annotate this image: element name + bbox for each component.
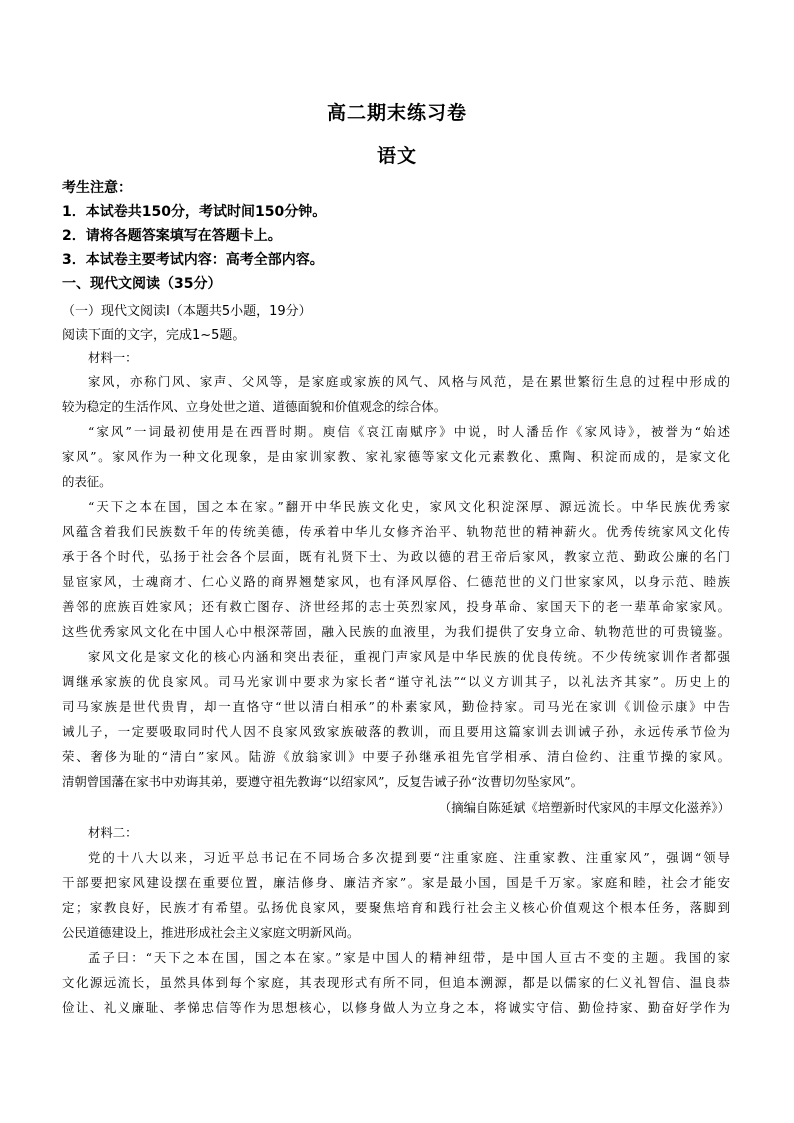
paragraph-line: 的表征。 [62, 474, 112, 489]
paragraph-line: 司马家族是世代贵胄，却一直恪守“世以清白相承”的朴素家风，勤俭持家。司马光在家训《训俭示康》中告 [62, 699, 730, 714]
paragraph-line: 较为稳定的生活作风、立身处世之道、道德面貌和价值观念的综合体。 [62, 399, 447, 414]
paragraph-line: 荣、奢侈为耻的“清白”家风。陆游《放翁家训》中要子孙继承祖先官学相承、清白俭约、注重节操的家风。 [62, 749, 730, 764]
notice-heading: 考生注意： [62, 180, 132, 196]
paragraph-line: 公民道德建设上，推进形成社会主义家庭文明新风尚。 [62, 925, 360, 940]
paragraph-line: 干部要把家风建设摆在重要位置，廉洁修身、廉洁齐家”。家是最小国，国是千万家。家庭和睦，社会才能安 [62, 875, 730, 890]
paragraph-line: 承于各个时代，弘扬于社会各个层面，既有礼贤下士、为政以德的君王帝后家风，教家立范、勤政公廉的名门 [62, 549, 730, 564]
notice-item: 3．本试卷主要考试内容：高考全部内容。 [62, 252, 324, 268]
paragraph-line: 文化源远流长，虽然具体到每个家庭，其表现形式有所不同，但追本溯源，都是以儒家的仁义礼智信、温良恭 [62, 975, 730, 990]
paragraph-line: 党的十八大以来，习近平总书记在不同场合多次提到要“注重家庭、注重家教、注重家风”，强调“领导 [88, 850, 730, 865]
paragraph-line: 调继承家族的优良家风。司马光家训中要求为家长者“谨守礼法”“以义方训其子，以礼法齐其家”。历史上的 [62, 674, 730, 689]
notice-item: 1．本试卷共150分，考试时间150分钟。 [62, 204, 327, 220]
paragraph-line: 善邻的庶族百姓家风；还有救亡图存、济世经邦的志士英烈家风，投身革命、家国天下的老一辈革命家家风。 [62, 599, 730, 614]
paragraph-line: 家风文化是家文化的核心内涵和突出表征，重视门声家风是中华民族的优良传统。不少传统家训作者都强 [88, 649, 730, 664]
section-heading: 一、现代文阅读（35分） [62, 276, 222, 292]
exam-title: 高二期末练习卷 [326, 102, 467, 124]
passage-body [62, 0, 730, 1123]
paragraph-line: 家风，亦称门风、家声、父风等，是家庭或家族的风气、风格与风范，是在累世繁衍生息的过程中形成的 [88, 374, 730, 389]
paragraph-line: 风蕴含着我们民族数千年的传统美德，传承着中华儿女修齐治平、轨物范世的精神薪火。优秀传统家风文化传 [62, 524, 730, 539]
exam-subject: 语文 [376, 145, 417, 167]
material-label: 材料二： [88, 825, 138, 840]
paragraph-line: 定；家教良好，民族才有希望。弘扬优良家风，要聚焦培育和践行社会主义核心价值观这个根本任务，落脚到 [62, 900, 730, 915]
subsection-heading: （一）现代文阅读Ⅰ（本题共5小题，19分） [62, 304, 312, 319]
paragraph-line: “家风”一词最初使用是在西晋时期。庾信《哀江南赋序》中说，时人潘岳作《家风诗》，被誉为“始述 [88, 424, 730, 439]
paragraph-line: 诫儿子，一定要吸取同时代人因不良家风致家族破落的教训，而且要用这篇家训去训诫子孙，永远传承节俭为 [62, 724, 730, 739]
reading-instruction: 阅读下面的文字，完成1~5题。 [62, 328, 246, 343]
paragraph-line: “天下之本在国，国之本在家。”翻开中华民族文化史，家风文化积淀深厚、源远流长。中华民族优秀家 [88, 499, 730, 514]
paragraph-line: 家风”。家风作为一种文化现象，是由家训家教、家礼家德等家文化元素教化、熏陶、积淀而成的，是家文化 [62, 449, 730, 464]
material-label: 材料一： [88, 350, 138, 365]
notice-item: 2．请将各题答案填写在答题卡上。 [62, 228, 282, 244]
source-citation: （摘编自陈延斌《培塑新时代家风的丰厚文化滋养》） [438, 800, 730, 815]
paragraph-line: 孟子曰：“天下之本在国，国之本在家。”家是中国人的精神纽带，是中国人亘古不变的主题。我国的家 [88, 950, 730, 965]
paragraph-line: 清朝曾国藩在家书中劝诲其弟，要遵守祖先教诲“以绍家风”，反复告诫子孙“汝曹切勿坠家风”。 [62, 774, 583, 789]
paragraph-line: 显宦家风，士魂商才、仁心义路的商界翘楚家风，也有泽风厚俗、仁德范世的义门世家家风，以身示范、睦族 [62, 574, 730, 589]
paragraph-line: 俭让、礼义廉耻、孝悌忠信等作为思想核心，以修身做人为立身之本，将诚实守信、勤俭持家、勤奋好学作为 [62, 1000, 730, 1015]
paragraph-line: 这些优秀家风文化在中国人心中根深蒂固，融入民族的血液里，为我们提供了安身立命、轨物范世的可贵镜鉴。 [62, 624, 730, 639]
